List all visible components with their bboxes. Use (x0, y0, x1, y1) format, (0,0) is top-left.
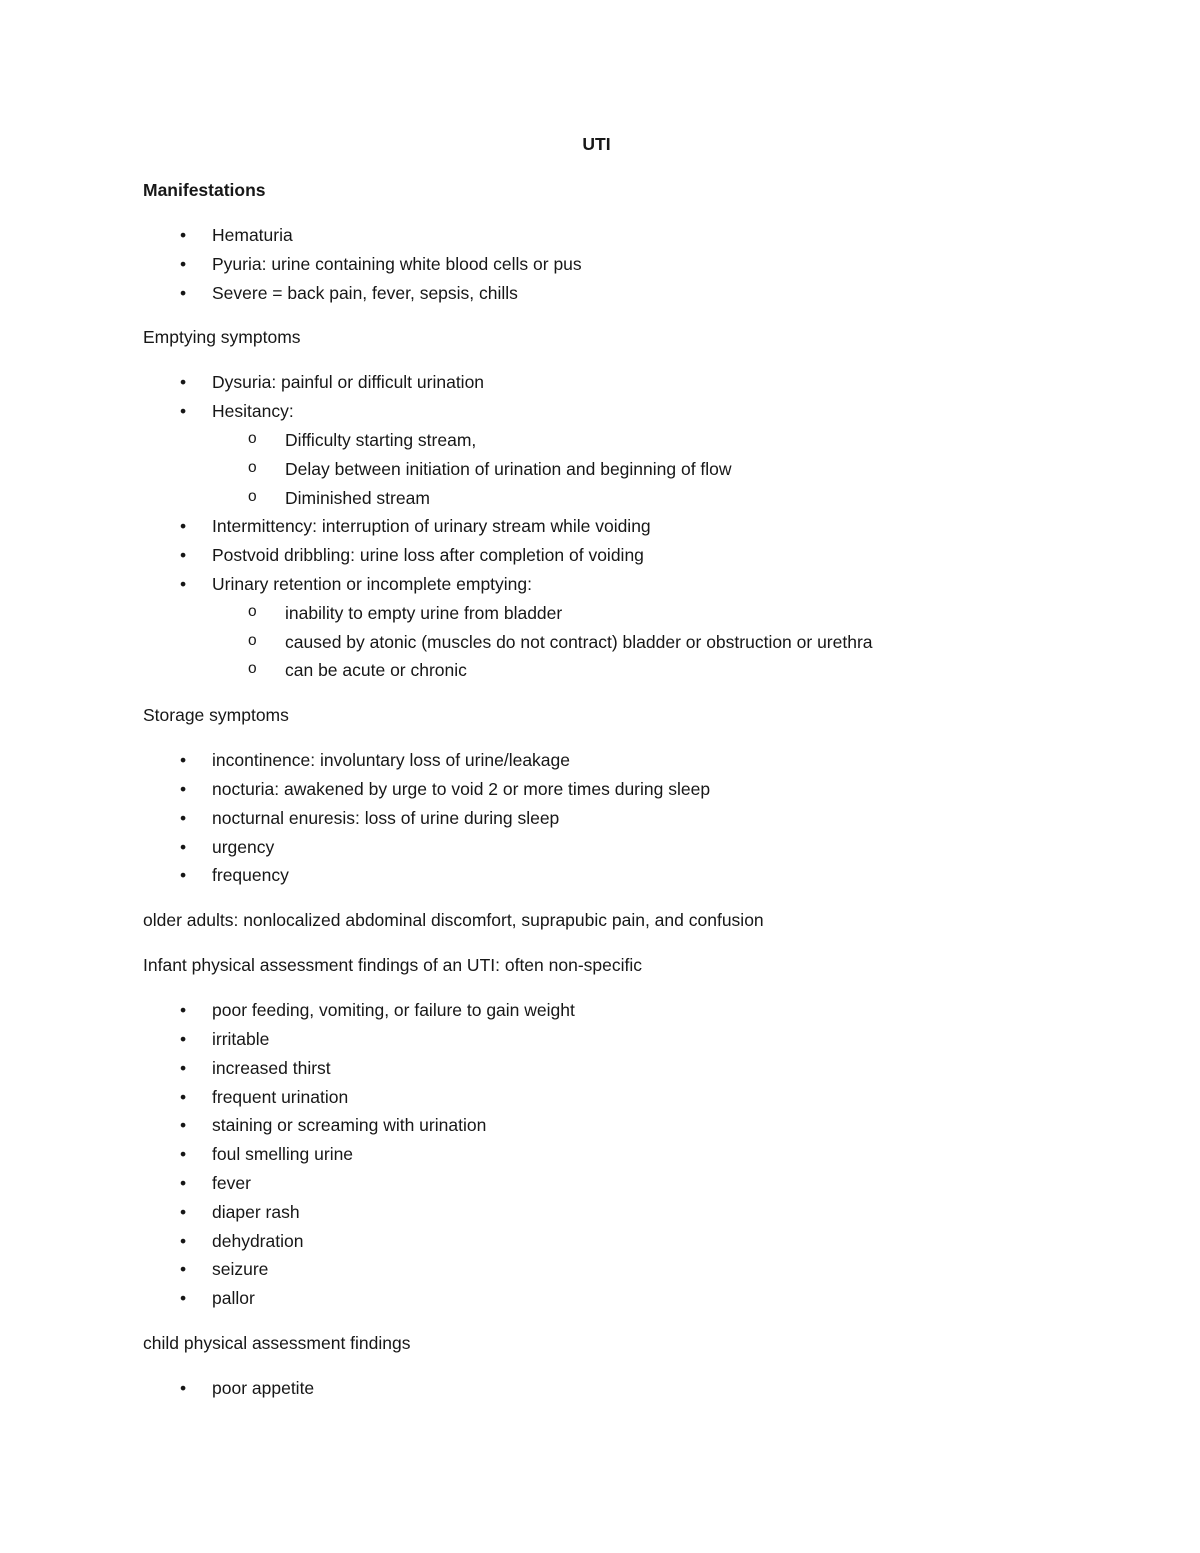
bullet-icon: • (180, 807, 187, 828)
paragraph: Infant physical assessment findings of an UTI: often non-specific (143, 955, 643, 976)
list-item (143, 804, 1050, 833)
list-item (143, 775, 1050, 804)
sub-bullet-icon: o (248, 458, 257, 476)
sub-list-item (143, 599, 1050, 628)
sub-list-item (143, 455, 1050, 484)
list-item (143, 570, 1050, 599)
bullet-icon: • (180, 1000, 187, 1021)
list-item-text: Diminished stream (285, 487, 430, 508)
bullet-icon: • (180, 836, 187, 857)
bullet-icon: • (180, 372, 187, 393)
list-item (143, 1083, 1050, 1112)
list-item (143, 1054, 1050, 1083)
list-item-text: incontinence: involuntary loss of urine/leakage (212, 750, 570, 771)
list-item (143, 397, 1050, 426)
list-item (143, 1284, 1050, 1313)
list-item-text: Hematuria (212, 225, 293, 245)
list-item-text: frequency (212, 865, 289, 886)
list-item-text: Pyuria: urine containing white blood cells or pus (212, 253, 582, 274)
bullet-icon: • (180, 545, 187, 566)
list-item-text: can be acute or chronic (285, 660, 467, 681)
section-heading: Manifestations (143, 180, 266, 200)
bullet-icon: • (180, 1144, 187, 1165)
list-item (143, 1374, 1050, 1403)
bullet-list (143, 221, 1050, 307)
bullet-icon: • (180, 1086, 187, 1107)
list-item-text: Severe = back pain, fever, sepsis, chills (212, 282, 518, 303)
bullet-icon: • (180, 750, 187, 771)
paragraph: older adults: nonlocalized abdominal discomfort, suprapubic pain, and confusion (143, 910, 764, 931)
list-item-text: nocturnal enuresis: loss of urine during sleep (212, 807, 560, 828)
list-item (143, 996, 1050, 1025)
list-item (143, 1227, 1050, 1256)
bullet-icon: • (180, 1230, 187, 1251)
list-item-text: Difficulty starting stream, (285, 429, 477, 450)
bullet-list (143, 746, 1050, 890)
sub-bullet-icon: o (248, 602, 257, 620)
list-item-text: increased thirst (212, 1057, 331, 1078)
bullet-icon: • (180, 1377, 187, 1398)
list-item (143, 1111, 1050, 1140)
list-item (143, 1140, 1050, 1169)
bullet-icon: • (180, 573, 187, 594)
list-item-text: poor appetite (212, 1377, 315, 1398)
list-item-text: urgency (212, 836, 275, 857)
list-item-text: caused by atonic (muscles do not contract) bladder or obstruction or urethra (285, 631, 873, 652)
list-item (143, 861, 1050, 890)
bullet-list (143, 368, 1050, 685)
sub-bullet-icon: o (248, 487, 257, 505)
sub-list-item (143, 484, 1050, 513)
bullet-icon: • (180, 282, 187, 303)
list-item-text: seizure (212, 1259, 269, 1280)
list-item-text: Hesitancy: (212, 401, 294, 422)
bullet-icon: • (180, 1201, 187, 1222)
bullet-list (143, 1374, 1050, 1403)
list-item-text: nocturia: awakened by urge to void 2 or more times during sleep (212, 778, 711, 799)
list-item (143, 833, 1050, 862)
paragraph: Emptying symptoms (143, 327, 301, 348)
list-item-text: Delay between initiation of urination and beginning of flow (285, 458, 732, 479)
list-item (143, 541, 1050, 570)
doc-body (143, 176, 1050, 1403)
list-item-text: Postvoid dribbling: urine loss after completion of voiding (212, 545, 644, 566)
sub-bullet-icon: o (248, 429, 257, 447)
sub-bullet-icon: o (248, 660, 257, 678)
list-item-text: staining or screaming with urination (212, 1115, 487, 1136)
list-item-text: inability to empty urine from bladder (285, 602, 563, 623)
list-item (143, 746, 1050, 775)
list-item-text: fever (212, 1172, 251, 1193)
list-item-text: Intermittency: interruption of urinary stream while voiding (212, 516, 651, 537)
bullet-icon: • (180, 1172, 187, 1193)
list-item-text: dehydration (212, 1230, 304, 1251)
list-item-text: pallor (212, 1288, 255, 1309)
bullet-icon: • (180, 1057, 187, 1078)
list-item-text: diaper rash (212, 1201, 300, 1222)
bullet-icon: • (180, 1115, 187, 1136)
list-item-text: frequent urination (212, 1086, 349, 1107)
bullet-icon: • (180, 865, 187, 886)
list-item (143, 279, 1050, 308)
list-item-text: foul smelling urine (212, 1144, 354, 1165)
bullet-icon: • (180, 516, 187, 537)
list-item (143, 368, 1050, 397)
list-item-text: Dysuria: painful or difficult urination (212, 372, 485, 393)
bullet-icon: • (180, 778, 187, 799)
list-item (143, 512, 1050, 541)
sub-list-item (143, 426, 1050, 455)
bullet-icon: • (180, 253, 187, 274)
sub-list-item (143, 656, 1050, 685)
list-item-text: Urinary retention or incomplete emptying: (212, 573, 533, 594)
doc-title: UTI (582, 134, 611, 154)
list-item-text: irritable (212, 1028, 270, 1049)
list-item (143, 1025, 1050, 1054)
bullet-icon: • (180, 1288, 187, 1309)
bullet-list (143, 996, 1050, 1313)
bullet-icon: • (180, 401, 187, 422)
paragraph: Storage symptoms (143, 705, 289, 726)
bullet-icon: • (180, 1259, 187, 1280)
list-item-text: poor feeding, vomiting, or failure to gain weight (212, 1000, 575, 1021)
list-item (143, 221, 1050, 250)
list-item (143, 1198, 1050, 1227)
sub-list-item (143, 628, 1050, 657)
sub-bullet-icon: o (248, 631, 257, 649)
list-item (143, 1255, 1050, 1284)
list-item (143, 1169, 1050, 1198)
bullet-icon: • (180, 225, 187, 245)
list-item (143, 250, 1050, 279)
bullet-icon: • (180, 1028, 187, 1049)
paragraph: child physical assessment findings (143, 1332, 411, 1353)
